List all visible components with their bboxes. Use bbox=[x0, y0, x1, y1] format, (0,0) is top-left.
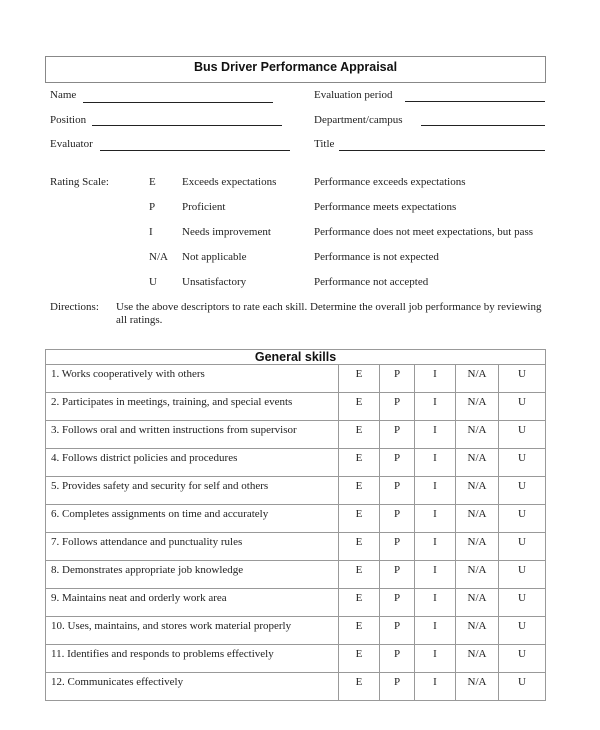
rating-option-u[interactable]: U bbox=[499, 449, 546, 477]
rating-option-p[interactable]: P bbox=[380, 393, 415, 421]
rating-option-na[interactable]: N/A bbox=[456, 505, 499, 533]
directions-label: Directions: bbox=[50, 301, 99, 313]
rating-option-i[interactable]: I bbox=[415, 673, 456, 701]
table-row bbox=[46, 365, 546, 393]
rating-option-na[interactable]: N/A bbox=[456, 561, 499, 589]
rating-option-u[interactable]: U bbox=[499, 673, 546, 701]
table-row bbox=[46, 421, 546, 449]
skill-label: 2. Participates in meetings, training, and special events bbox=[46, 393, 339, 421]
rating-scale-name: Needs improvement bbox=[182, 226, 271, 238]
rating-scale-desc: Performance does not meet expectations, but pass bbox=[314, 226, 534, 238]
rating-scale-name: Not applicable bbox=[182, 251, 247, 263]
rating-option-u[interactable]: U bbox=[499, 477, 546, 505]
skill-label: 5. Provides safety and security for self and others bbox=[46, 477, 339, 505]
rating-option-e[interactable]: E bbox=[339, 393, 380, 421]
rating-scale-code: I bbox=[149, 226, 153, 238]
rating-scale-code: P bbox=[149, 201, 156, 213]
evaluation-period-label: Evaluation period bbox=[314, 89, 393, 101]
rating-option-na[interactable]: N/A bbox=[456, 533, 499, 561]
rating-option-i[interactable]: I bbox=[415, 421, 456, 449]
rating-option-p[interactable]: P bbox=[380, 617, 415, 645]
rating-option-p[interactable]: P bbox=[380, 589, 415, 617]
rating-option-i[interactable]: I bbox=[415, 645, 456, 673]
rating-option-e[interactable]: E bbox=[339, 673, 380, 701]
rating-option-e[interactable]: E bbox=[339, 645, 380, 673]
skill-label: 6. Completes assignments on time and accurately bbox=[46, 505, 339, 533]
rating-option-p[interactable]: P bbox=[380, 365, 415, 393]
rating-scale-label: Rating Scale: bbox=[50, 176, 109, 188]
position-field[interactable] bbox=[92, 125, 282, 126]
rating-option-i[interactable]: I bbox=[415, 505, 456, 533]
rating-option-e[interactable]: E bbox=[339, 505, 380, 533]
rating-option-p[interactable]: P bbox=[380, 561, 415, 589]
rating-option-na[interactable]: N/A bbox=[456, 589, 499, 617]
rating-scale-desc: Performance meets expectations bbox=[314, 201, 457, 213]
rating-scale-desc: Performance not accepted bbox=[314, 276, 429, 288]
rating-scale-code: E bbox=[149, 176, 156, 188]
department-label: Department/campus bbox=[314, 114, 403, 126]
rating-option-na[interactable]: N/A bbox=[456, 477, 499, 505]
table-row bbox=[46, 561, 546, 589]
rating-option-i[interactable]: I bbox=[415, 365, 456, 393]
name-field[interactable] bbox=[83, 102, 273, 103]
title-label: Title bbox=[314, 138, 335, 150]
general-skills-table bbox=[45, 349, 546, 701]
rating-option-na[interactable]: N/A bbox=[456, 673, 499, 701]
table-row bbox=[46, 505, 546, 533]
rating-scale-code: N/A bbox=[149, 251, 168, 263]
rating-option-p[interactable]: P bbox=[380, 449, 415, 477]
page-title: Bus Driver Performance Appraisal bbox=[193, 60, 398, 74]
table-row bbox=[46, 393, 546, 421]
rating-option-p[interactable]: P bbox=[380, 533, 415, 561]
table-row bbox=[46, 617, 546, 645]
position-label: Position bbox=[50, 114, 87, 126]
skill-label: 8. Demonstrates appropriate job knowledge bbox=[46, 561, 339, 589]
skill-label: 9. Maintains neat and orderly work area bbox=[46, 589, 339, 617]
name-label: Name bbox=[50, 89, 77, 101]
table-row bbox=[46, 645, 546, 673]
rating-option-e[interactable]: E bbox=[339, 617, 380, 645]
rating-option-i[interactable]: I bbox=[415, 449, 456, 477]
rating-option-na[interactable]: N/A bbox=[456, 393, 499, 421]
department-field[interactable] bbox=[421, 125, 545, 126]
evaluator-field[interactable] bbox=[100, 150, 290, 151]
rating-option-e[interactable]: E bbox=[339, 589, 380, 617]
rating-option-i[interactable]: I bbox=[415, 561, 456, 589]
rating-option-e[interactable]: E bbox=[339, 421, 380, 449]
table-row bbox=[46, 673, 546, 701]
rating-option-u[interactable]: U bbox=[499, 533, 546, 561]
rating-scale-name: Unsatisfactory bbox=[182, 276, 247, 288]
rating-option-p[interactable]: P bbox=[380, 673, 415, 701]
rating-option-i[interactable]: I bbox=[415, 533, 456, 561]
rating-option-p[interactable]: P bbox=[380, 421, 415, 449]
rating-scale-desc: Performance is not expected bbox=[314, 251, 439, 263]
rating-scale-name: Exceeds expectations bbox=[182, 176, 277, 188]
skill-label: 4. Follows district policies and procedures bbox=[46, 449, 339, 477]
table-row bbox=[46, 533, 546, 561]
table-row bbox=[46, 477, 546, 505]
rating-option-e[interactable]: E bbox=[339, 533, 380, 561]
skill-label: 3. Follows oral and written instructions from supervisor bbox=[46, 421, 339, 449]
rating-option-p[interactable]: P bbox=[380, 505, 415, 533]
rating-option-u[interactable]: U bbox=[499, 365, 546, 393]
rating-option-u[interactable]: U bbox=[499, 645, 546, 673]
title-box bbox=[45, 56, 546, 83]
rating-option-e[interactable]: E bbox=[339, 449, 380, 477]
skill-label: 10. Uses, maintains, and stores work material properly bbox=[46, 617, 339, 645]
skill-label: 12. Communicates effectively bbox=[46, 673, 339, 701]
rating-option-p[interactable]: P bbox=[380, 477, 415, 505]
skill-label: 11. Identifies and responds to problems effectively bbox=[46, 645, 339, 673]
table-row bbox=[46, 589, 546, 617]
rating-option-na[interactable]: N/A bbox=[456, 421, 499, 449]
rating-option-e[interactable]: E bbox=[339, 561, 380, 589]
rating-option-na[interactable]: N/A bbox=[456, 365, 499, 393]
directions-text: Use the above descriptors to rate each skill. Determine the overall job performance by reviewing bbox=[116, 301, 542, 313]
rating-option-i[interactable]: I bbox=[415, 393, 456, 421]
rating-option-p[interactable]: P bbox=[380, 645, 415, 673]
table-heading: General skills bbox=[46, 350, 546, 365]
rating-scale-desc: Performance exceeds expectations bbox=[314, 176, 466, 188]
rating-option-u[interactable]: U bbox=[499, 561, 546, 589]
skill-label: 1. Works cooperatively with others bbox=[46, 365, 339, 393]
rating-option-e[interactable]: E bbox=[339, 477, 380, 505]
skill-label: 7. Follows attendance and punctuality rules bbox=[46, 533, 339, 561]
table-row bbox=[46, 449, 546, 477]
rating-option-i[interactable]: I bbox=[415, 617, 456, 645]
evaluator-label: Evaluator bbox=[50, 138, 93, 150]
rating-option-na[interactable]: N/A bbox=[456, 617, 499, 645]
rating-option-na[interactable]: N/A bbox=[456, 645, 499, 673]
rating-option-i[interactable]: I bbox=[415, 589, 456, 617]
rating-option-na[interactable]: N/A bbox=[456, 449, 499, 477]
evaluation-period-field[interactable] bbox=[405, 101, 545, 102]
rating-option-i[interactable]: I bbox=[415, 477, 456, 505]
rating-option-u[interactable]: U bbox=[499, 617, 546, 645]
title-field[interactable] bbox=[339, 150, 545, 151]
rating-option-u[interactable]: U bbox=[499, 589, 546, 617]
rating-option-u[interactable]: U bbox=[499, 421, 546, 449]
rating-option-u[interactable]: U bbox=[499, 393, 546, 421]
rating-option-u[interactable]: U bbox=[499, 505, 546, 533]
rating-scale-name: Proficient bbox=[182, 201, 226, 213]
directions-text-cont: all ratings. bbox=[116, 314, 163, 326]
rating-scale-code: U bbox=[149, 276, 157, 288]
rating-option-e[interactable]: E bbox=[339, 365, 380, 393]
